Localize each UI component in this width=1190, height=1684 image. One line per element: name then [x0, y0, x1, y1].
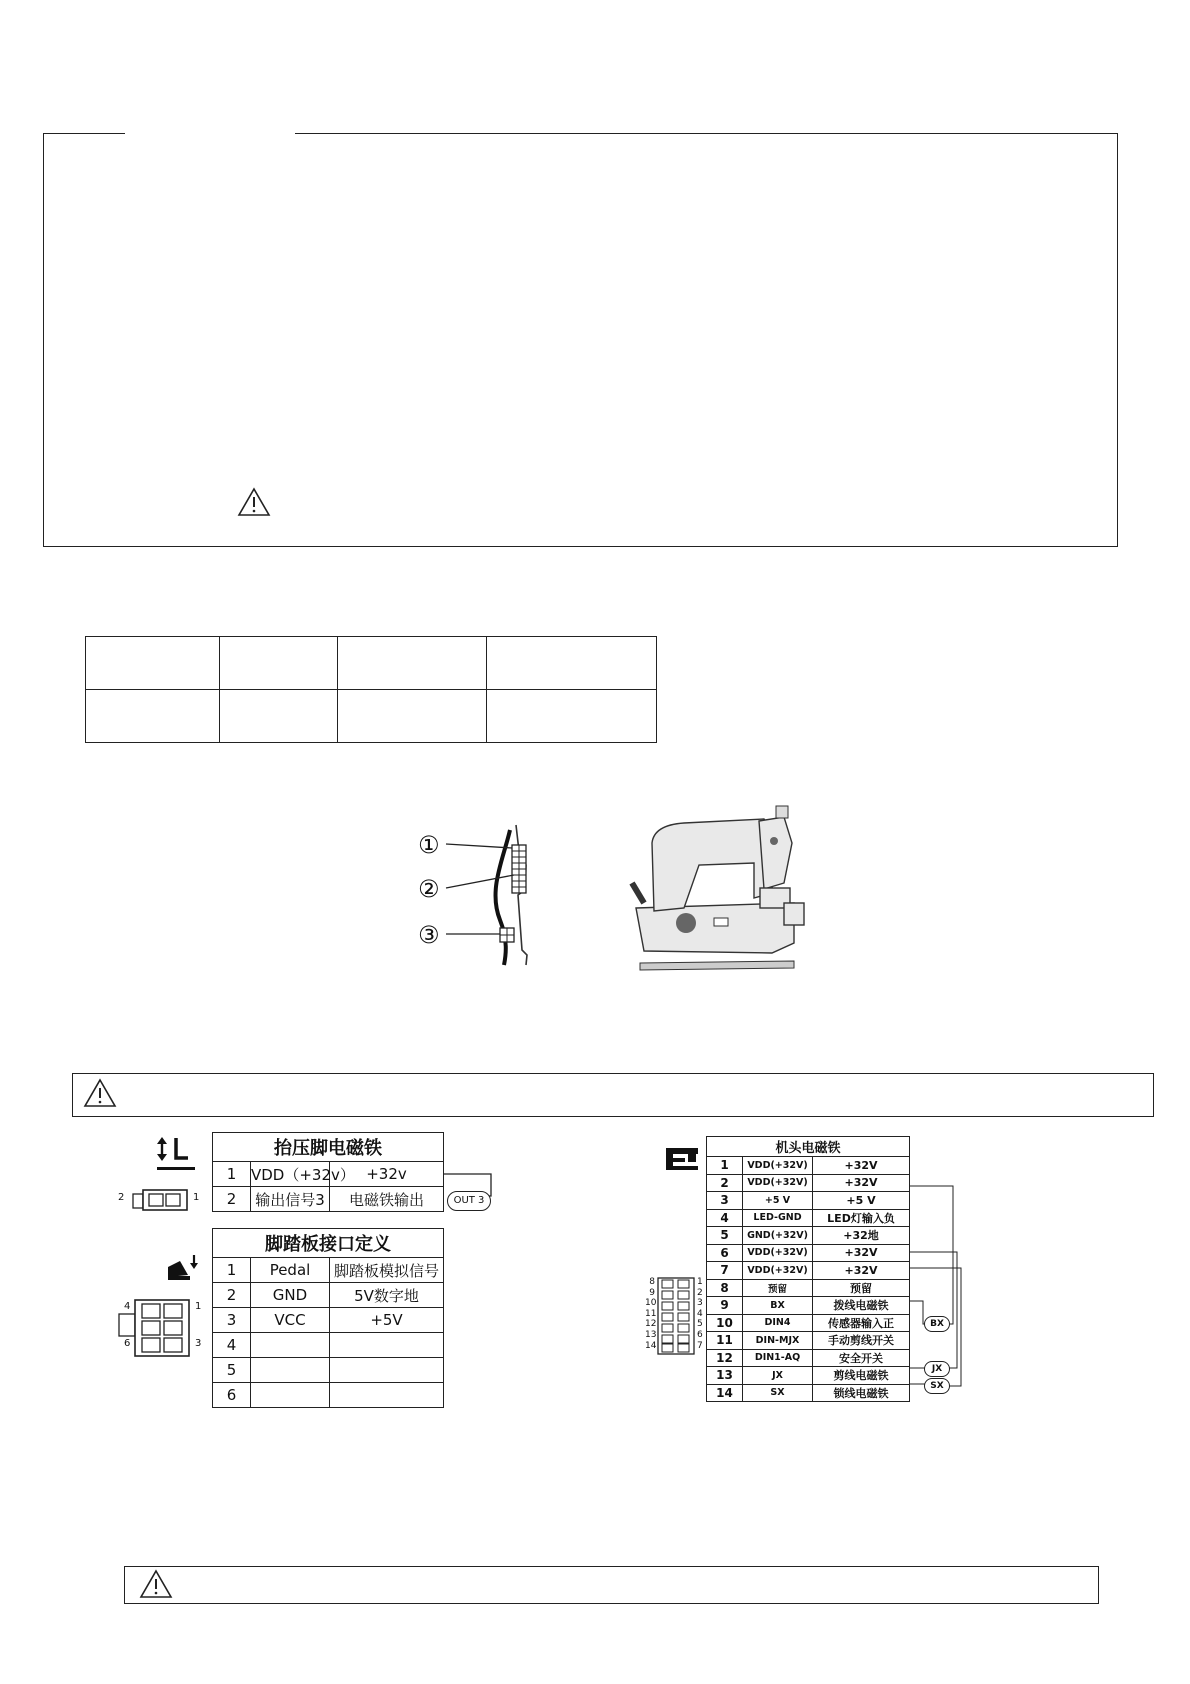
pin-signal	[251, 1358, 330, 1383]
table-cell	[220, 690, 338, 743]
table-row	[707, 1209, 910, 1227]
pin-signal: 预留	[743, 1279, 813, 1297]
pin-number: 4	[707, 1209, 743, 1227]
pin-signal: GND	[251, 1283, 330, 1308]
presser-foot-table	[212, 1132, 444, 1212]
table-row	[707, 1174, 910, 1192]
pin-label: 12	[645, 1319, 657, 1330]
pedal-connector	[118, 1298, 208, 1358]
table-body	[707, 1157, 910, 1402]
sx-load-badge: SX	[924, 1378, 950, 1394]
pin-signal: DIN-MJX	[743, 1332, 813, 1350]
pin-number: 3	[707, 1192, 743, 1210]
pin-function: 安全开关	[813, 1349, 910, 1367]
table-cell	[338, 690, 487, 743]
pin-label: 6	[697, 1329, 703, 1340]
table-cell	[86, 690, 220, 743]
pin-function: 拨线电磁铁	[813, 1297, 910, 1315]
pedal-interface-table	[212, 1228, 444, 1408]
table-cell	[338, 637, 487, 690]
pin-label: 10	[645, 1298, 657, 1309]
table-row	[707, 1384, 910, 1402]
pin-number: 4	[213, 1333, 251, 1358]
pin-signal: DIN4	[743, 1314, 813, 1332]
table-title-row	[213, 1229, 444, 1258]
table-row	[213, 1187, 444, 1212]
pin-signal: VDD(+32V)	[743, 1157, 813, 1175]
pin-function: +5V	[330, 1308, 444, 1333]
pin-label: 4	[697, 1308, 703, 1319]
pin-function: 传感器输入正	[813, 1314, 910, 1332]
table-title-row	[213, 1133, 444, 1162]
table-title-row	[707, 1137, 910, 1157]
table-row	[213, 1308, 444, 1333]
pin-number: 2	[213, 1283, 251, 1308]
pin-signal: LED-GND	[743, 1209, 813, 1227]
pin-number: 14	[707, 1384, 743, 1402]
table-row	[213, 1383, 444, 1408]
presser-connector	[118, 1188, 198, 1212]
harness-drawing	[418, 820, 568, 970]
pedal-press-icon	[166, 1255, 200, 1281]
table-row	[213, 1358, 444, 1383]
pin-signal: VCC	[251, 1308, 330, 1333]
pin-function: 电磁铁输出	[330, 1187, 444, 1212]
pin-label: 14	[645, 1340, 657, 1351]
pin-function: 5V数字地	[330, 1283, 444, 1308]
table-row	[707, 1157, 910, 1175]
pin-signal: +5 V	[743, 1192, 813, 1210]
pin-number: 5	[213, 1358, 251, 1383]
warning-bar	[72, 1073, 1154, 1117]
pin-label: 8	[649, 1277, 655, 1287]
table-row	[86, 690, 657, 743]
machine-head-icon	[664, 1146, 700, 1172]
table-row	[213, 1162, 444, 1187]
table-row	[707, 1297, 910, 1315]
pin-label: 3	[697, 1298, 703, 1309]
pin-number: 1	[213, 1162, 251, 1187]
pin-number: 2	[707, 1174, 743, 1192]
pin-signal: 输出信号3	[251, 1187, 330, 1212]
pin-label: 4	[124, 1301, 131, 1312]
table-row	[707, 1192, 910, 1210]
table-row	[707, 1244, 910, 1262]
callout-2: ②	[418, 875, 440, 903]
pin-number: 10	[707, 1314, 743, 1332]
pin-signal: JX	[743, 1367, 813, 1385]
pin-number: 12	[707, 1349, 743, 1367]
pin-function: 剪线电磁铁	[813, 1367, 910, 1385]
pin-label: 5	[697, 1319, 703, 1330]
pin-function: LED灯输入负	[813, 1209, 910, 1227]
pin-signal: BX	[743, 1297, 813, 1315]
pin-signal: VDD(+32V)	[743, 1262, 813, 1280]
pin-number: 6	[213, 1383, 251, 1408]
six-pin-connector-icon	[118, 1298, 194, 1358]
table-title: 机头电磁铁	[707, 1137, 910, 1157]
pin-function	[330, 1358, 444, 1383]
pin-function: 手动剪线开关	[813, 1332, 910, 1350]
pin-function: +32V	[813, 1157, 910, 1175]
pin-signal: VDD(+32V)	[743, 1244, 813, 1262]
fourteen-pin-connector	[645, 1277, 707, 1373]
pin-number: 13	[707, 1367, 743, 1385]
pin-number: 1	[707, 1157, 743, 1175]
sewing-machine-illustration	[624, 803, 814, 983]
presser-foot-up-down-icon	[154, 1136, 198, 1174]
pin-signal: GND(+32V)	[743, 1227, 813, 1245]
pin-number: 2	[213, 1187, 251, 1212]
warning-bar	[124, 1566, 1099, 1604]
table-row	[707, 1227, 910, 1245]
pin-label: 2	[118, 1192, 125, 1203]
table-row	[213, 1258, 444, 1283]
warning-triangle-icon	[237, 487, 271, 517]
warning-triangle-icon	[83, 1078, 117, 1108]
table-row	[707, 1262, 910, 1280]
pin-function: +32V	[813, 1262, 910, 1280]
pin-number: 8	[707, 1279, 743, 1297]
pin-signal	[251, 1383, 330, 1408]
table-row	[707, 1279, 910, 1297]
pin-number: 1	[213, 1258, 251, 1283]
harness-figure	[418, 820, 568, 970]
spec-table	[85, 636, 657, 743]
two-pin-connector-icon	[132, 1188, 192, 1212]
warning-triangle-icon	[139, 1569, 173, 1599]
pin-function: +32V	[813, 1174, 910, 1192]
pin-number: 7	[707, 1262, 743, 1280]
pin-signal	[251, 1333, 330, 1358]
pin-label: 11	[645, 1308, 657, 1319]
connector-left-pin-labels	[645, 1277, 655, 1351]
pin-signal: SX	[743, 1384, 813, 1402]
pin-function	[330, 1383, 444, 1408]
notice-frame	[43, 133, 1118, 547]
pin-signal: DIN1-AQ	[743, 1349, 813, 1367]
pin-function: +5 V	[813, 1192, 910, 1210]
table-cell	[487, 690, 657, 743]
pin-label: 1	[697, 1277, 703, 1287]
table-row	[707, 1367, 910, 1385]
pin-signal: VDD（+32v）	[251, 1162, 330, 1187]
table-cell	[487, 637, 657, 690]
pin-number: 5	[707, 1227, 743, 1245]
table-row	[707, 1332, 910, 1350]
pin-number: 11	[707, 1332, 743, 1350]
jx-load-badge: JX	[924, 1361, 950, 1377]
pin-signal: Pedal	[251, 1258, 330, 1283]
table-row	[213, 1283, 444, 1308]
pin-label: 7	[697, 1340, 703, 1351]
pin-label: 2	[697, 1287, 703, 1298]
callout-1: ①	[418, 831, 440, 859]
table-row	[707, 1314, 910, 1332]
pin-function: +32v	[330, 1162, 444, 1187]
out3-badge: OUT 3	[447, 1191, 491, 1211]
pin-function: 预留	[813, 1279, 910, 1297]
pin-number: 3	[213, 1308, 251, 1333]
pin-number: 9	[707, 1297, 743, 1315]
table-cell	[220, 637, 338, 690]
bx-load-badge: BX	[924, 1316, 950, 1332]
table-cell	[86, 637, 220, 690]
callout-3: ③	[418, 921, 440, 949]
pin-number: 6	[707, 1244, 743, 1262]
pin-label: 1	[195, 1301, 202, 1312]
pin-signal: VDD(+32V)	[743, 1174, 813, 1192]
pin-function: 锁线电磁铁	[813, 1384, 910, 1402]
pin-label: 13	[645, 1329, 657, 1340]
pin-function	[330, 1333, 444, 1358]
pin-label: 6	[124, 1338, 131, 1349]
pin-label: 3	[195, 1338, 202, 1349]
pin-label: 1	[193, 1192, 200, 1203]
pin-function: +32地	[813, 1227, 910, 1245]
table-row	[707, 1349, 910, 1367]
table-row	[213, 1333, 444, 1358]
table-title: 脚踏板接口定义	[213, 1229, 444, 1258]
table-title: 抬压脚电磁铁	[213, 1133, 444, 1162]
table-row	[86, 637, 657, 690]
notice-frame-title-gap	[125, 126, 295, 140]
pin-function: 脚踏板模拟信号	[330, 1258, 444, 1283]
machine-head-table	[706, 1136, 910, 1402]
pin-function: +32V	[813, 1244, 910, 1262]
connector-body-icon	[657, 1277, 695, 1355]
pin-label: 9	[649, 1287, 655, 1298]
